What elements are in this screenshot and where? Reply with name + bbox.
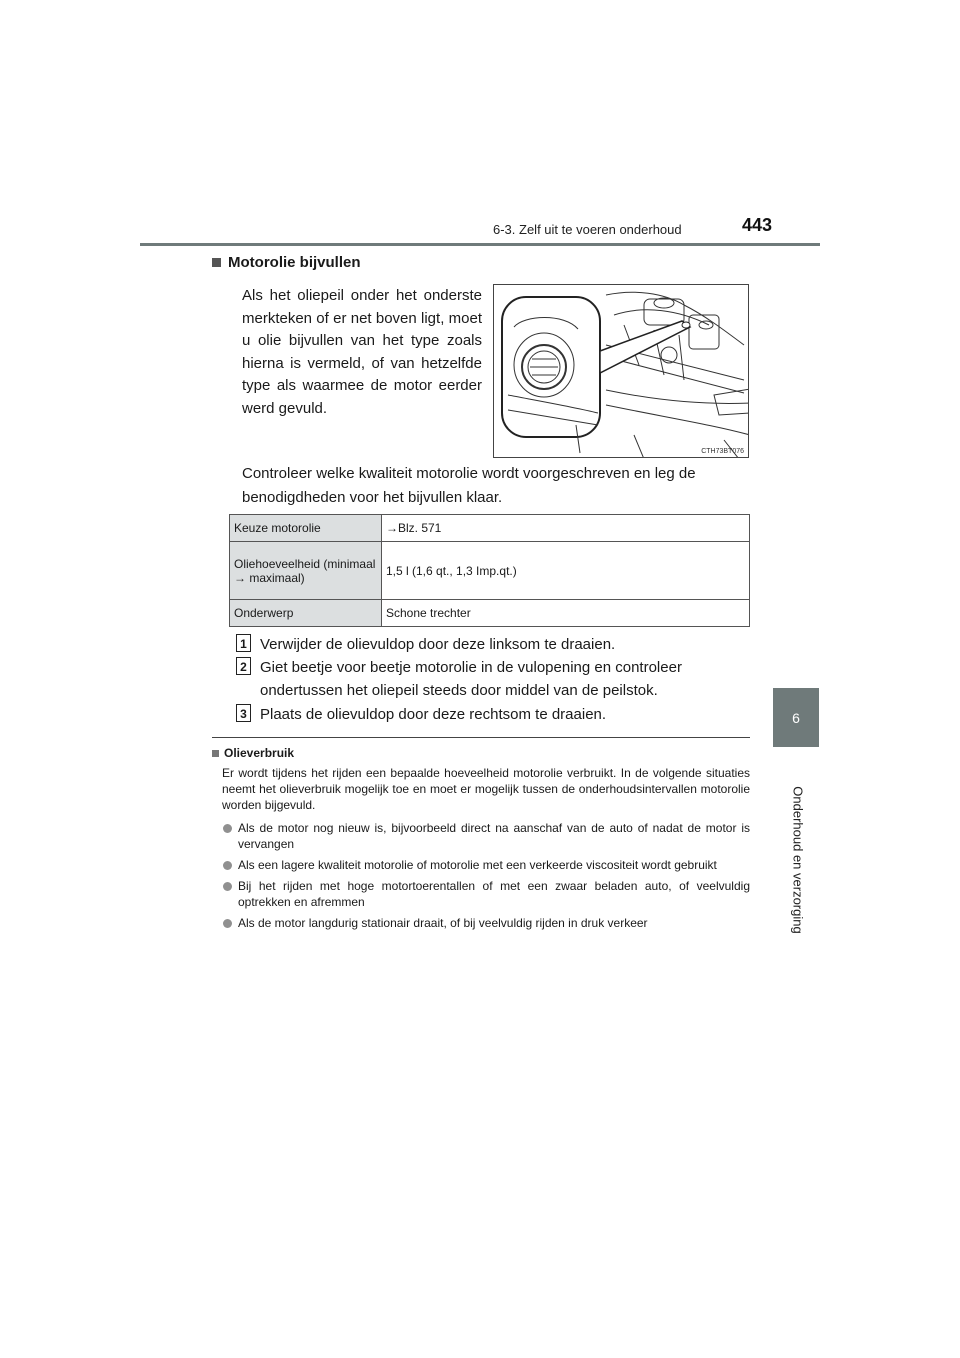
table-row	[230, 515, 750, 542]
engine-drawing	[494, 285, 749, 458]
bullet-dot-icon	[223, 882, 232, 891]
notes-title: Olieverbruik	[224, 746, 295, 760]
notes-heading	[212, 746, 294, 760]
square-bullet-icon	[212, 750, 219, 757]
engine-illustration	[493, 284, 749, 458]
table-key: Keuze motorolie	[230, 515, 382, 542]
page-number: 443	[742, 215, 773, 235]
list-item: Als een lagere kwaliteit motorolie of motorolie met een verkeerde viscositeit wordt gebruikt	[222, 857, 750, 873]
table-row	[230, 542, 750, 600]
step-1	[236, 633, 750, 656]
section-heading	[212, 254, 361, 271]
notes-list	[222, 820, 750, 936]
list-item: Als de motor nog nieuw is, bijvoorbeeld direct na aanschaf van de auto of nadat de motor is vervangen	[222, 820, 750, 852]
intro-paragraph: Als het oliepeil onder het onderste merkteken of er net boven ligt, moet u olie bijvullen van het type zoals hierna is vermeld, of van hetzelfde type als waarmee de motor eerder werd gevuld.	[242, 287, 482, 417]
notes-intro: Er wordt tijdens het rijden een bepaalde hoeveelheid motorolie verbruikt. In de volgende situaties neemt het olieverbruik mogelijk toe en moet er mogelijk tussen de onderhoudsintervallen motorolie worden bijgevuld.	[222, 766, 750, 812]
step-number: 3	[236, 704, 251, 722]
step-3	[236, 703, 750, 726]
chapter-number: 6	[792, 709, 800, 726]
chapter-label-text: Onderhoud en verzorging	[790, 786, 806, 934]
step-number: 2	[236, 657, 251, 675]
supplies-table	[229, 514, 750, 627]
square-bullet-icon	[212, 258, 221, 267]
chapter-tab	[773, 688, 819, 747]
check-paragraph: Controleer welke kwaliteit motorolie wordt voorgeschreven en leg de benodigdheden voor het bijvullen klaar.	[242, 465, 696, 506]
table-key: Oliehoeveelheid (minimaal → maximaal)	[230, 542, 382, 600]
step-text: Plaats de olievuldop door deze rechtsom te draaien.	[260, 706, 607, 723]
section-title: Motorolie bijvullen	[228, 254, 361, 271]
section-divider	[212, 737, 750, 738]
step-text: Verwijder de olievuldop door deze linksom te draaien.	[260, 636, 616, 653]
table-value: →Blz. 571	[382, 515, 750, 542]
table-row	[230, 600, 750, 627]
step-text: Giet beetje voor beetje motorolie in de vulopening en controleer ondertussen het oliepeil steeds door middel van de peilstok.	[260, 659, 682, 699]
bullet-dot-icon	[223, 861, 232, 870]
step-2	[236, 656, 750, 702]
table-value: Schone trechter	[382, 600, 750, 627]
chapter-label	[778, 760, 818, 960]
header-rule	[140, 243, 820, 246]
step-number: 1	[236, 634, 251, 652]
list-item: Als de motor langdurig stationair draait, of bij veelvuldig rijden in druk verkeer	[222, 915, 750, 931]
bullet-dot-icon	[223, 824, 232, 833]
bullet-dot-icon	[223, 919, 232, 928]
table-key: Onderwerp	[230, 600, 382, 627]
figure-code: CTH73BT076	[701, 448, 744, 455]
table-value: 1,5 l (1,6 qt., 1,3 Imp.qt.)	[382, 542, 750, 600]
section-header: 6-3. Zelf uit te voeren onderhoud	[493, 222, 682, 237]
list-item: Bij het rijden met hoge motortoerentallen of met een zwaar beladen auto, of veelvuldig optrekken en afremmen	[222, 878, 750, 910]
